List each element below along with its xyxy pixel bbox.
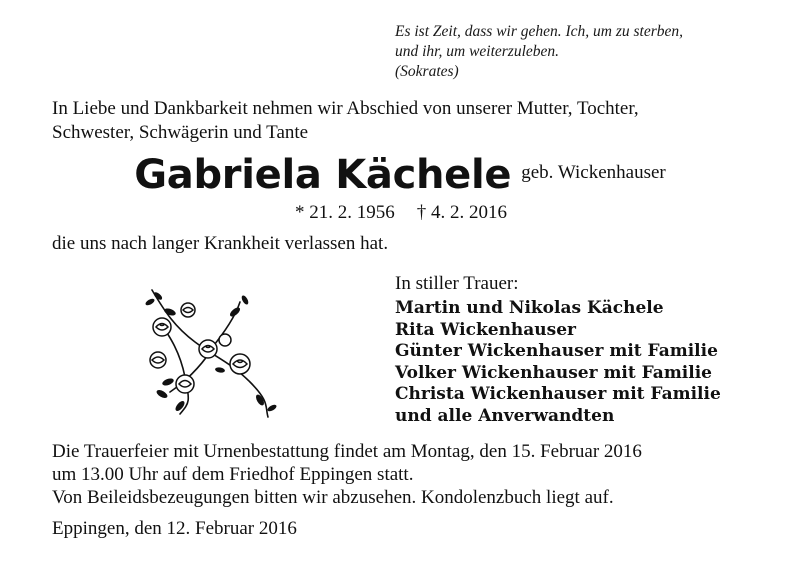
funeral-line: Die Trauerfeier mit Urnenbestattung findet am Montag, den 15. Februar 2016	[52, 441, 642, 462]
mourner-name: Volker Wickenhauser mit Familie	[395, 362, 712, 383]
death-date: † 4. 2. 2016	[416, 202, 507, 223]
mourners-list	[395, 298, 721, 427]
funeral-line: um 13.00 Uhr auf dem Friedhof Eppingen statt.	[52, 464, 414, 485]
birth-date: * 21. 2. 1956	[295, 202, 395, 223]
intro-line: In Liebe und Dankbarkeit nehmen wir Abschied von unserer Mutter, Tochter,	[52, 98, 639, 119]
mourner-name: Christa Wickenhauser mit Familie	[395, 384, 721, 404]
illness-text: die uns nach langer Krankheit verlassen hat.	[52, 233, 389, 254]
funeral-info	[52, 440, 792, 509]
mourner-name: Günter Wickenhauser mit Familie	[395, 341, 718, 361]
mourner-name: Rita Wickenhauser	[395, 319, 577, 340]
intro-line: Schwester, Schwägerin und Tante	[52, 122, 309, 143]
roses-icon	[140, 282, 280, 422]
deceased-name: Gabriela Kächele	[134, 152, 512, 198]
quote-line: und ihr, um weiterzuleben.	[395, 43, 560, 60]
mourner-name: Martin und Nikolas Kächele	[395, 298, 664, 318]
maiden-name: geb. Wickenhauser	[521, 162, 666, 183]
quote	[395, 22, 790, 82]
intro-text	[52, 97, 772, 145]
funeral-line: Von Beileidsbezeugungen bitten wir abzusehen. Kondolenzbuch liegt auf.	[52, 487, 614, 508]
place-and-date: Eppingen, den 12. Februar 2016	[52, 518, 297, 539]
mourning-heading: In stiller Trauer:	[395, 273, 519, 294]
life-dates	[295, 202, 507, 224]
quote-source: (Sokrates)	[395, 63, 459, 80]
quote-line: Es ist Zeit, dass wir gehen. Ich, um zu sterben,	[395, 23, 684, 40]
deceased-name-line	[0, 152, 800, 198]
mourner-name: und alle Anverwandten	[395, 405, 615, 426]
